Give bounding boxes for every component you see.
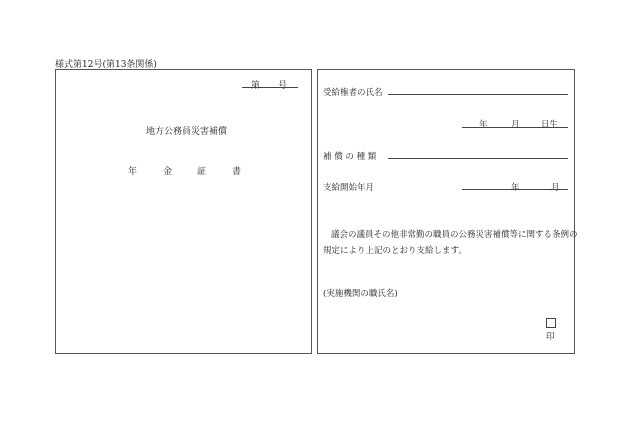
certificate-title-char-2: 金 xyxy=(163,167,173,177)
recipient-name-label: 受給権者の氏名 xyxy=(323,88,383,98)
certificate-number: 第 号 xyxy=(251,81,288,91)
seal-label: 印 xyxy=(546,332,555,342)
certificate-heading: 地方公務員災害補償 xyxy=(146,127,228,137)
birth-date-field xyxy=(462,127,568,128)
payment-start-month-unit: 月 xyxy=(551,183,560,193)
issuer-label: (実施機関の職氏名) xyxy=(323,289,398,299)
certificate-title-char-3: 証 xyxy=(197,167,207,177)
certificate-left-panel xyxy=(55,69,312,354)
payment-start-year-unit: 年 xyxy=(511,183,520,193)
payment-start-label: 支給開始年月 xyxy=(323,183,375,193)
certificate-number-underline xyxy=(242,87,298,88)
birth-month-unit: 月 xyxy=(511,120,520,130)
certificate-title-char-1: 年 xyxy=(128,167,138,177)
recipient-name-field xyxy=(388,94,568,95)
birth-day-unit: 日生 xyxy=(541,120,559,130)
form-label: 様式第12号(第13条関係) xyxy=(55,60,157,70)
compensation-type-field xyxy=(388,158,568,159)
compensation-type-label: 補 償 の 種 類 xyxy=(323,152,377,162)
seal-box xyxy=(546,318,556,328)
statement-line-1: 議会の議員その他非常勤の職員の公務災害補償等に関する条例の xyxy=(331,230,578,240)
payment-start-field xyxy=(462,189,568,190)
certificate-title-char-4: 書 xyxy=(232,167,242,177)
birth-year-unit: 年 xyxy=(479,120,488,130)
statement-line-2: 規定により上記のとおり支給します。 xyxy=(323,246,467,256)
certificate-right-panel xyxy=(317,69,575,354)
